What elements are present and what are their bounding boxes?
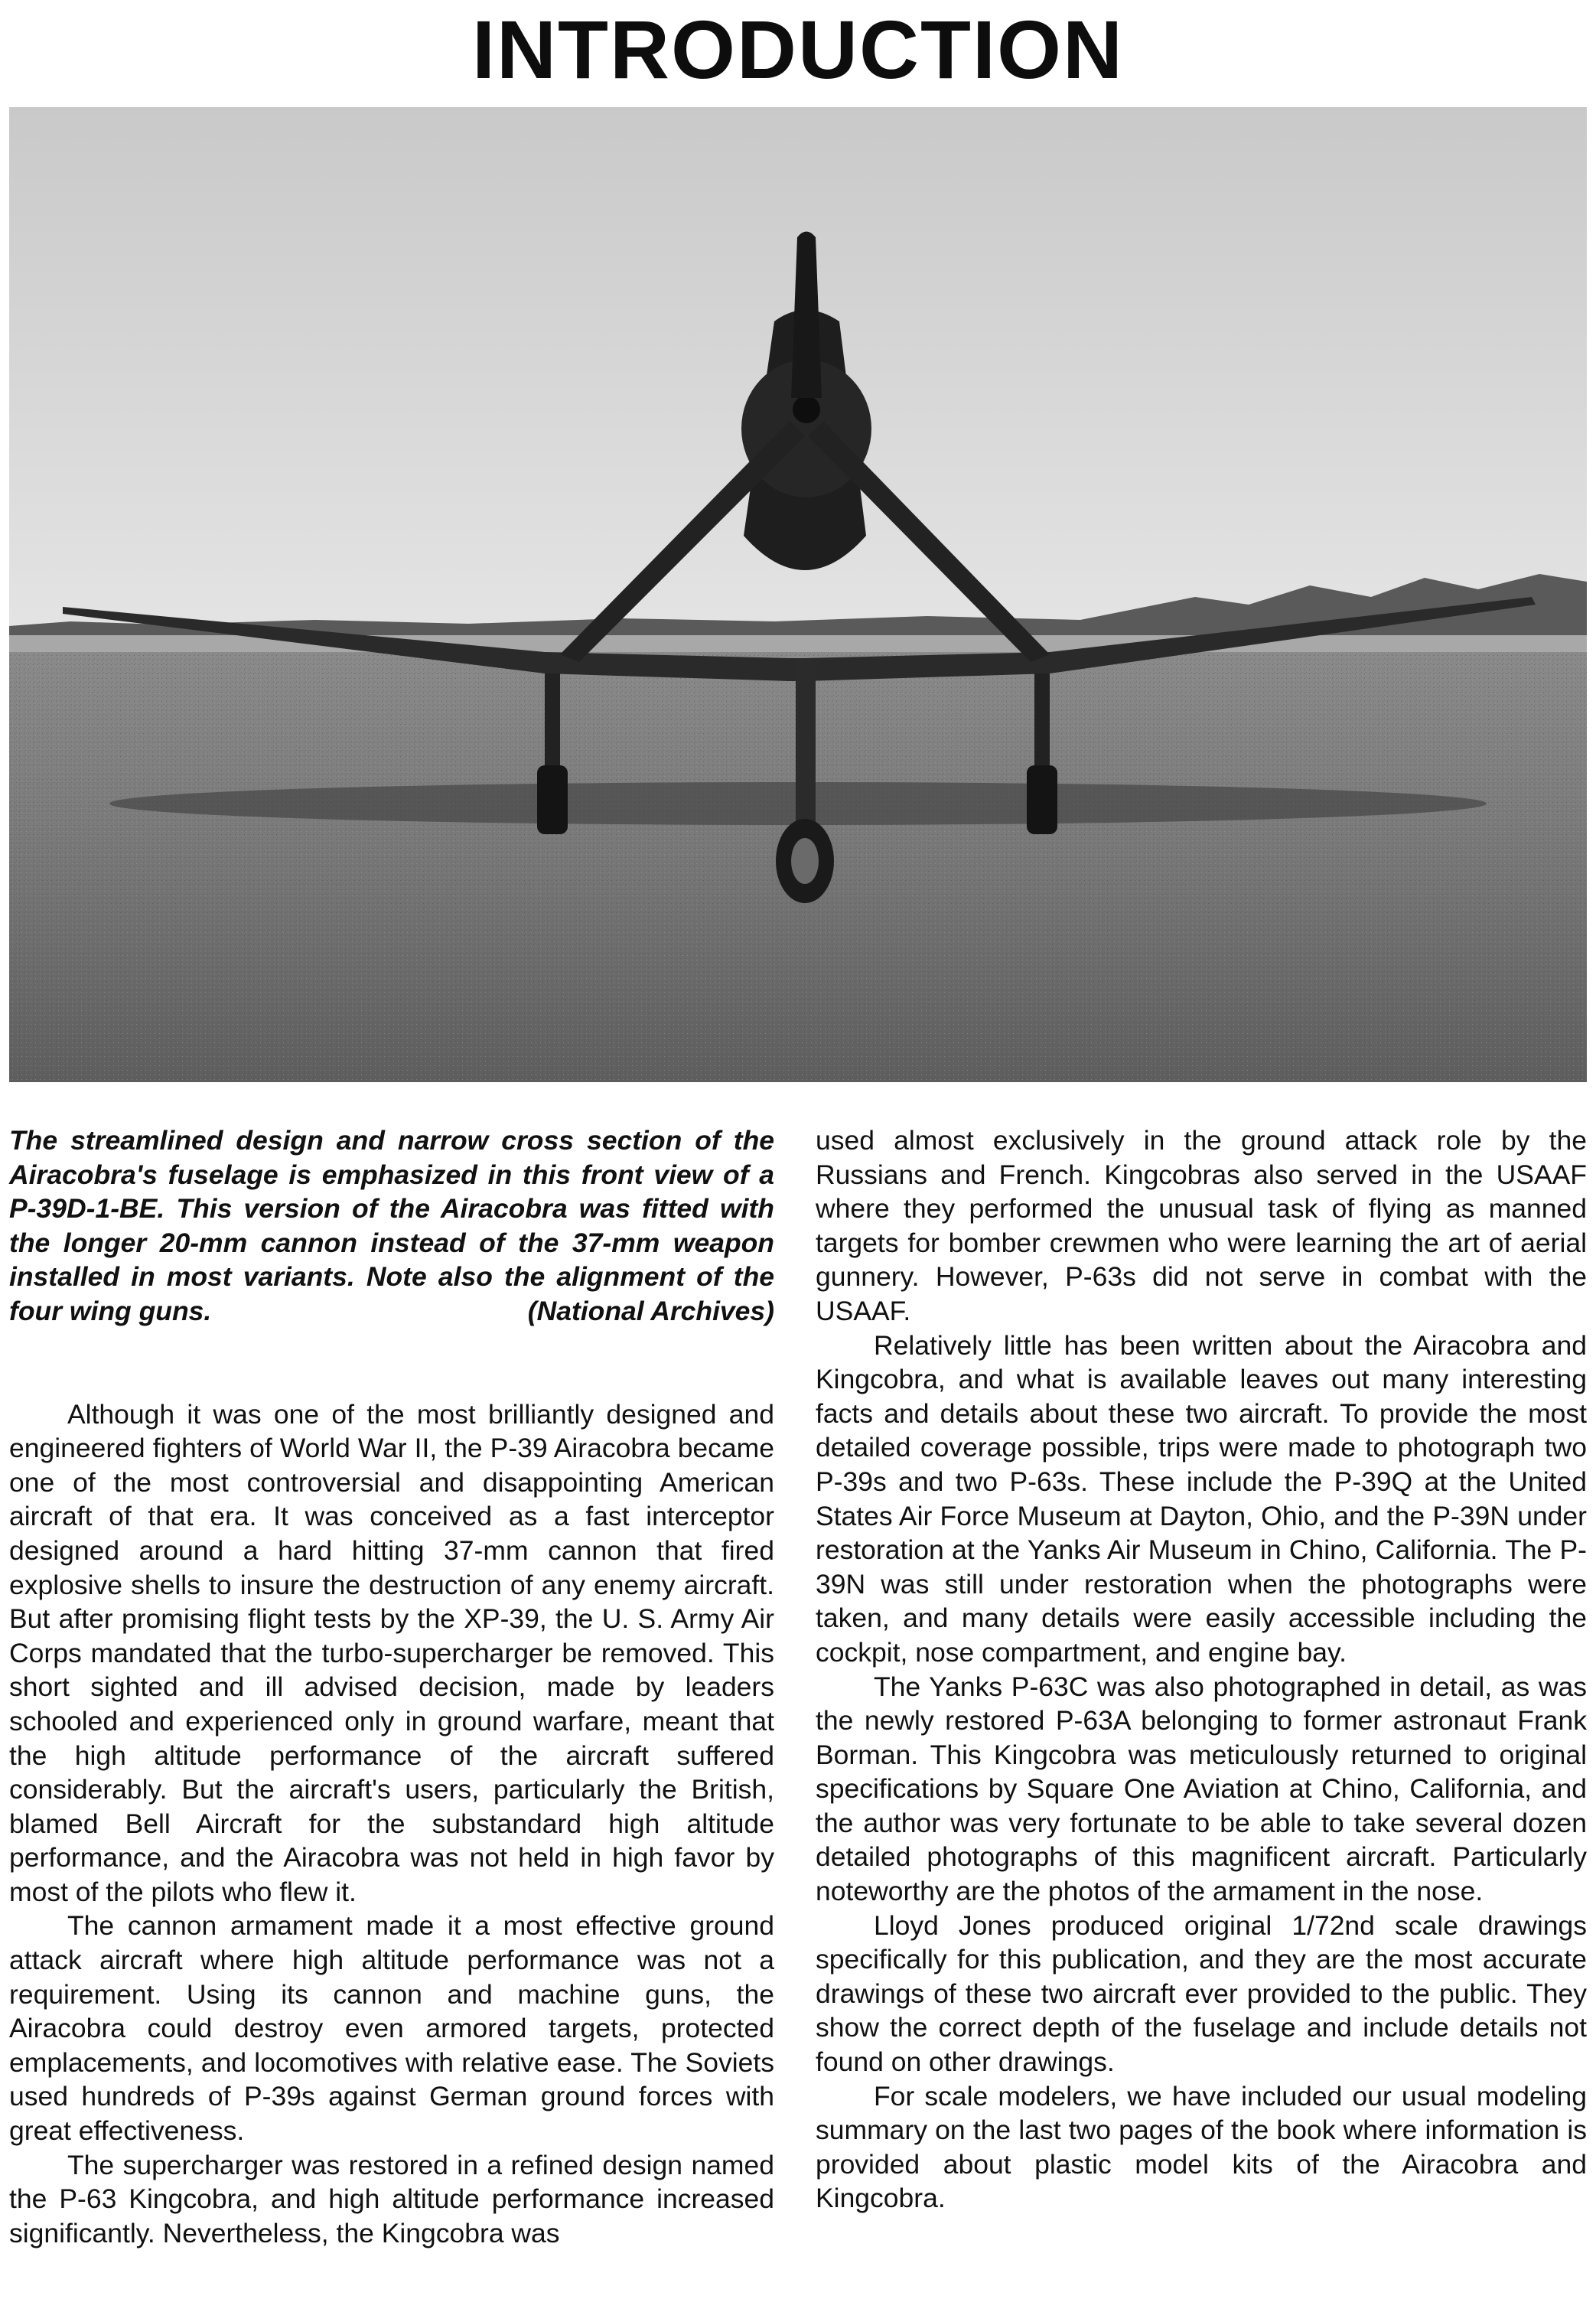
body-paragraph: Relatively little has been written about the Airacobra and Kingcobra, and what is available leaves out many interesting facts and details about these two aircraft. To provide the most detailed coverage possible, trips were made to photograph two P-39s and two P-63s. These include the P-39Q at the United States Air Force Museum at Dayton, Ohio, and the P-39N under restoration at the Yanks Air Museum in Chino, California. The P-39N was still under restoration when the photographs were taken, and many details were easily accessible including the cockpit, nose compartment, and engine bay.	[816, 1329, 1587, 1668]
left-gear-strut	[545, 673, 560, 781]
left-column	[9, 1123, 774, 2250]
body-paragraph: Lloyd Jones produced original 1/72nd scale drawings specifically for this publication, and they are the most accurate drawings of these two aircraft ever provided to the public. They show the correct depth of the fuselage and include details not found on other drawings.	[816, 1909, 1587, 2078]
body-paragraph: For scale modelers, we have included our usual modeling summary on the last two pages of the book where information is provided about plastic model kits of the Airacobra and Kingcobra.	[816, 2080, 1587, 2214]
cannon-muzzle	[793, 396, 820, 423]
body-paragraph: The cannon armament made it a most effective ground attack aircraft where high altitude performance was not a requirement. Using its cannon and machine guns, the Airacobra could destroy even armored targets, protected emplacements, and locomotives with relative ease. The Soviets used hundreds of P-39s against German ground forces with great effectiveness.	[9, 1910, 774, 2147]
right-gear-strut	[1034, 673, 1050, 781]
photo-caption	[9, 1123, 774, 1329]
right-main-wheel	[1027, 765, 1057, 834]
p39-front-view-image	[9, 107, 1587, 1082]
body-paragraph: The Yanks P-63C was also photographed in detail, as was the newly restored P-63A belonging to former astronaut Frank Borman. This Kingcobra was meticulously returned to original specifications by Square One Aviation at Chino, California, and the author was very fortunate to be able to take several dozen detailed photographs of this magnificent aircraft. Particularly noteworthy are the photos of the armament in the nose.	[816, 1671, 1587, 1907]
body-paragraph: Although it was one of the most brilliantly designed and engineered fighters of World War II, the P-39 Airacobra became one of the most controversial and disappointing American aircraft of that era. It was conceived as a fast interceptor designed around a hard hitting 37-mm cannon that fired explosive shells to insure the destruction of any enemy aircraft. But after promising flight tests by the XP-39, the U. S. Army Air Corps mandated that the turbo-supercharger be removed. This short sighted and ill advised decision, made by leaders schooled and experienced only in ground warfare, meant that the high altitude performance of the aircraft suffered considerably. But the aircraft's users, particularly the British, blamed Bell Aircraft for the substandard high altitude performance, and the Airacobra was not held in high favor by most of the pilots who flew it.	[9, 1398, 774, 1907]
right-column	[816, 1123, 1587, 2216]
body-paragraph: The supercharger was restored in a refined design named the P-63 Kingcobra, and high altitude performance increased significantly. Nevertheless, the Kingcobra was	[9, 2149, 774, 2248]
nose-gear-strut	[796, 658, 816, 842]
body-paragraph: used almost exclusively in the ground attack role by the Russians and French. Kingcobras also served in the USAAF where they performed the unusual task of flying as manned targets for bomber crewmen who were learning the art of aerial gunnery. However, P-63s did not serve in combat with the USAAF.	[816, 1125, 1587, 1326]
nose-wheel-hub	[791, 838, 819, 884]
caption-text: The streamlined design and narrow cross section of the Airacobra's fuselage is emphasized in this front view of a P-39D-1-BE. This version of the Airacobra was fitted with the longer 20-mm cannon instead of the 37-mm weapon installed in most variants. Note also the alignment of the four wing guns.	[9, 1125, 774, 1326]
aircraft-photo	[9, 107, 1587, 1082]
left-main-wheel	[537, 765, 568, 834]
runway-strip	[9, 635, 1587, 654]
page-title: INTRODUCTION	[472, 3, 1124, 96]
photo-credit: (National Archives)	[527, 1295, 774, 1326]
